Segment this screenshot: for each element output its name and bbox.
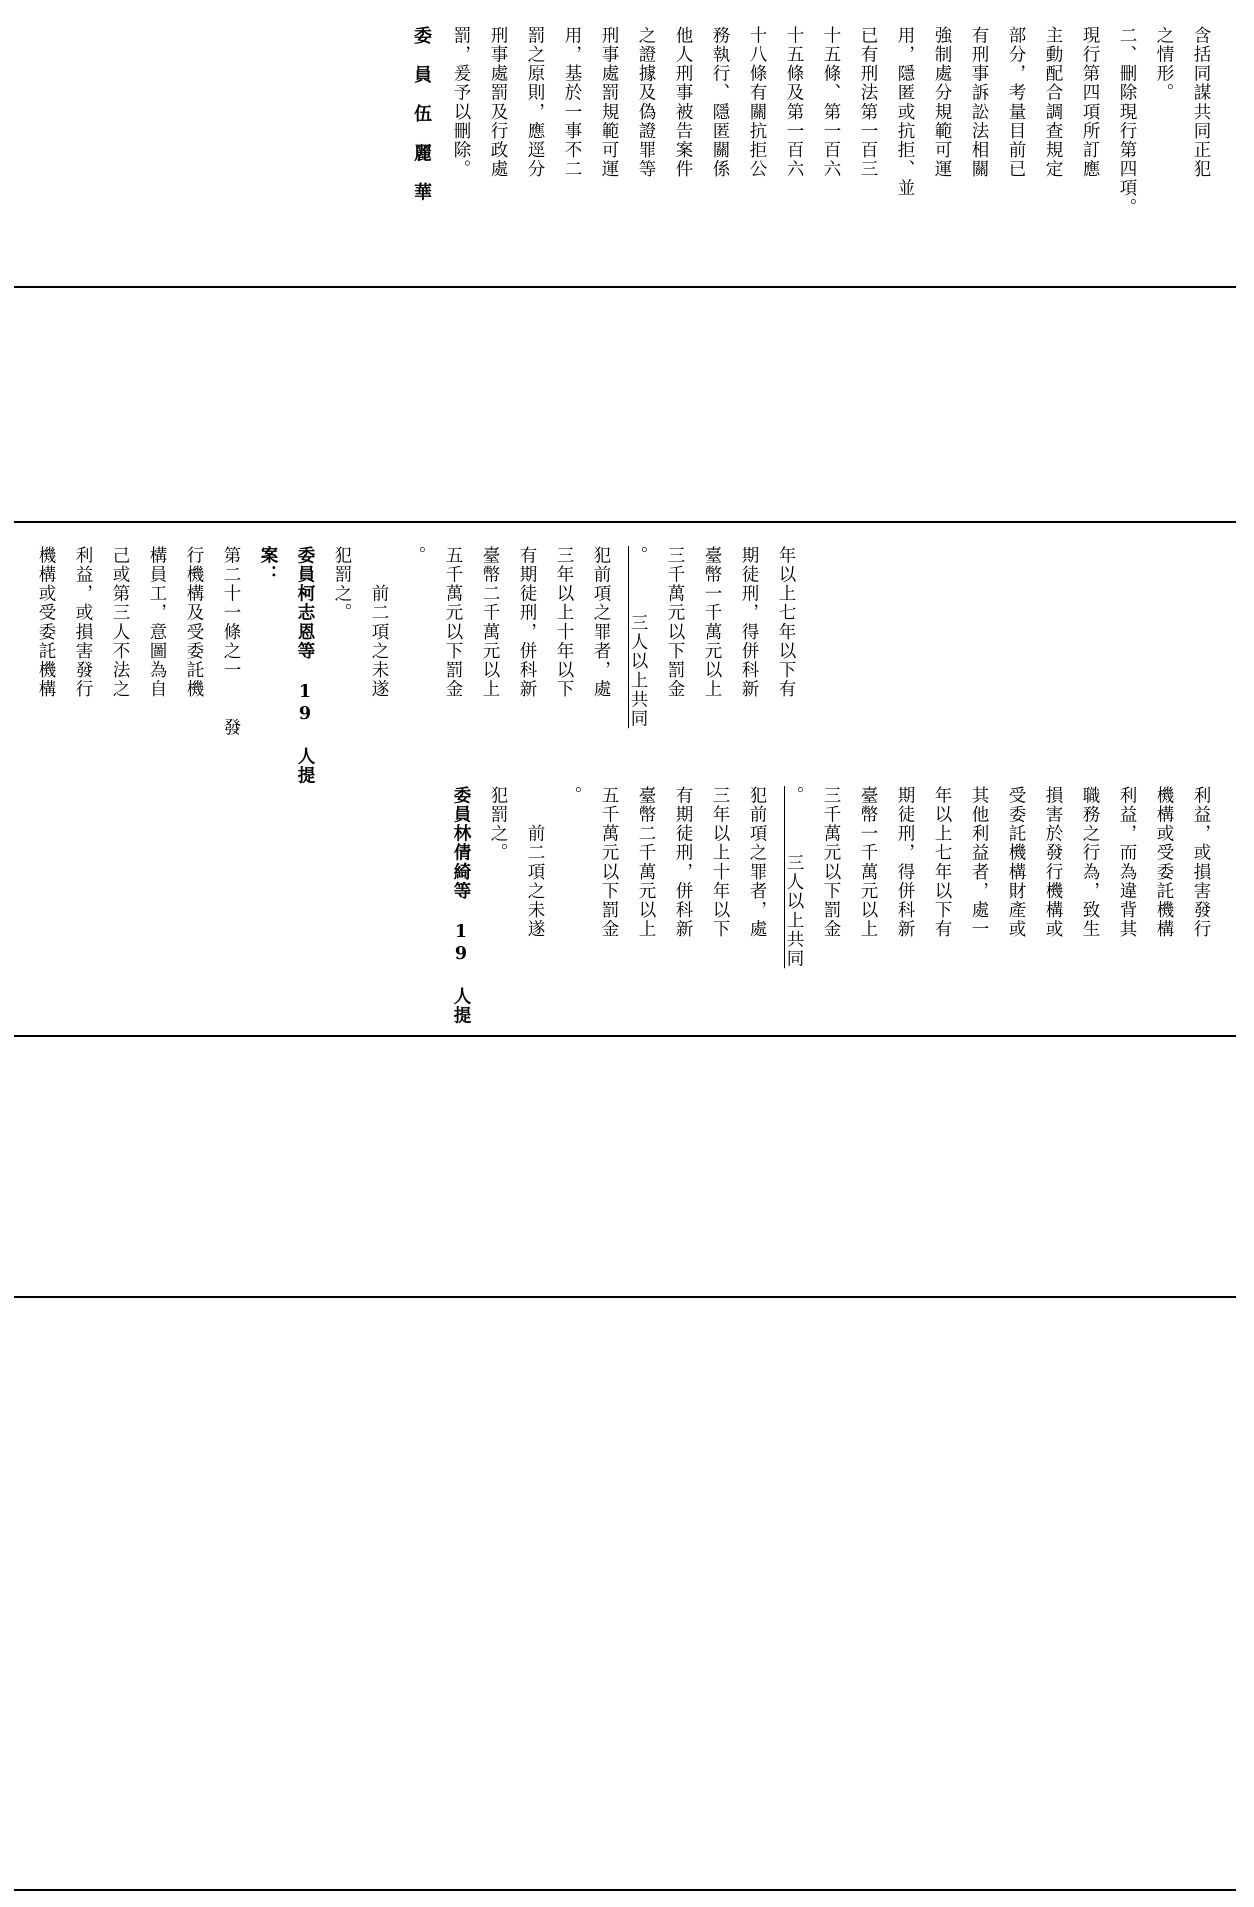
text-column: 第二十一條之一 發 (221, 546, 241, 737)
text-column: 利益，或損害發行 (1191, 786, 1211, 939)
section-divider (14, 286, 1236, 288)
text-column: 他人刑事被告案件 (673, 26, 693, 179)
text-column: 用，隱匿或抗拒、並 (895, 26, 915, 198)
text-column: 有刑事訴訟法相關 (969, 26, 989, 179)
section-divider (14, 1035, 1236, 1037)
text-column: 強制處分規範可運 (932, 26, 952, 179)
text-column: 期徒刑，得併科新 (895, 786, 915, 939)
text-column: 己或第三人不法之 (110, 546, 130, 699)
text-column: 利益，而為違背其 (1117, 786, 1137, 939)
text-column: 罰，爰予以刪除。 (451, 26, 471, 179)
text-column: 犯罰之。 (488, 786, 508, 863)
signature-column: 委 員 伍 麗 華 (411, 26, 432, 203)
text-column: 三年以上十年以下 (554, 546, 574, 699)
text-column: 構員工，意圖為自 (147, 546, 167, 699)
text-column: 。 三人以上共同 (784, 786, 804, 969)
text-column: 有期徒刑，併科新 (517, 546, 537, 699)
text-column: 刑事處罰及行政處 (488, 26, 508, 179)
text-column: 主動配合調查規定 (1043, 26, 1063, 179)
text-column: 現行第四項所訂應 (1080, 26, 1100, 179)
proposal-heading: 案： (258, 546, 278, 585)
text-column: 臺幣二千萬元以上 (636, 786, 656, 939)
section-divider (14, 1296, 1236, 1298)
text-column: 受委託機構財產或 (1006, 786, 1026, 939)
text-column: 三年以上十年以下 (710, 786, 730, 939)
text-column: 已有刑法第一百三 (858, 26, 878, 179)
text-column: 用，基於一事不二 (562, 26, 582, 179)
text-column: 機構或受委託機構 (36, 546, 56, 699)
text-column: 。 三人以上共同 (628, 546, 648, 729)
text-column: 犯前項之罪者，處 (591, 546, 611, 699)
text-column: 前二項之未遂 (525, 786, 545, 939)
text-column: 十八條有關抗拒公 (747, 26, 767, 179)
text-column: 期徒刑，得併科新 (739, 546, 759, 699)
text-column: 損害於發行機構或 (1043, 786, 1063, 939)
proposal-heading: 委員柯志恩等 19 人提 (295, 546, 315, 786)
text-column: 犯前項之罪者，處 (747, 786, 767, 939)
text-column: 臺幣二千萬元以上 (480, 546, 500, 699)
text-column: 二、刪除現行第四項。 (1117, 26, 1137, 217)
text-column: 十五條、第一百六 (821, 26, 841, 179)
text-column: 機構或受委託機構 (1154, 786, 1174, 939)
text-column: 臺幣一千萬元以上 (702, 546, 722, 699)
text-column: 罰之原則，應逕分 (525, 26, 545, 179)
text-column: 之證據及偽證罪等 (636, 26, 656, 179)
text-column: 十五條及第一百六 (784, 26, 804, 179)
proposal-heading: 委員林倩綺等 19 人提 (451, 786, 471, 1026)
text-column: 五千萬元以下罰金 (443, 546, 463, 699)
text-column: 刑事處罰規範可運 (599, 26, 619, 179)
text-column: 三千萬元以下罰金 (665, 546, 685, 699)
text-column: 犯罰之。 (332, 546, 352, 623)
text-column: 行機構及受委託機 (184, 546, 204, 699)
text-column: 前二項之未遂 (369, 546, 389, 699)
section-divider (14, 1889, 1236, 1891)
text-column: 之情形。 (1154, 26, 1174, 103)
section-divider (14, 521, 1236, 523)
text-column: 年以上七年以下有 (776, 546, 796, 699)
text-column: 有期徒刑，併科新 (673, 786, 693, 939)
text-column: 部分，考量目前已 (1006, 26, 1026, 179)
text-column: 利益，或損害發行 (73, 546, 93, 699)
text-column: 年以上七年以下有 (932, 786, 952, 939)
text-column: 三千萬元以下罰金 (821, 786, 841, 939)
text-column: 其他利益者，處一 (969, 786, 989, 939)
text-column: 臺幣一千萬元以上 (858, 786, 878, 939)
text-column: 。 (406, 546, 426, 566)
text-column: 職務之行為，致生 (1080, 786, 1100, 939)
text-column: 務執行、隱匿關係 (710, 26, 730, 179)
text-column: 五千萬元以下罰金 (599, 786, 619, 939)
text-column: 。 (562, 786, 582, 806)
text-column: 含括同謀共同正犯 (1191, 26, 1211, 179)
